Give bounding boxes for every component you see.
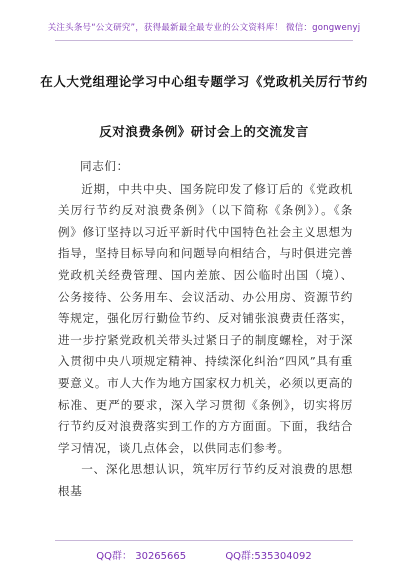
paragraph-intro: 近期，中共中央、国务院印发了修订后的《党政机关厉行节约反对浪费条例》（以下简称《条例》）。《条例》修订坚持以习近平新时代中国特色社会主义思想为指导，坚持目标导向和问题导向相结合，与时俱进完善党政机关经费管理、国内差旅、因公临时出国（境）、公务接待、公务用车、会议活动、办公用房、资源节约等规定，强化厉行勤俭节约、反对铺张浪费责任落实，进一步拧紧党政机关带头过紧日子的制度螺栓，对于深入贯彻中央八项规定精神、持续深化纠治“四风”具有重要意义。市人大作为地方国家权力机关，必须以更高的标准、更严的要求，深入学习贯彻《条例》，切实将厉行节约反对浪费落实到工作的方方面面。下面，我结合学习情况，谈几点体会，以供同志们参考。 — [58, 181, 353, 455]
paragraph-section-heading: 一、深化思想认识，筑牢厉行节约反对浪费的思想根基 — [58, 462, 353, 498]
header-banner: 关注头条号“公文研究”，获得最新最全最专业的公文资料库！ 微信：gongwenyj — [47, 23, 361, 33]
footer-contacts — [0, 547, 408, 562]
footer-divider — [55, 540, 353, 541]
document-title-line-1: 在人大党组理论学习中心组专题学习《党政机关厉行节约 — [40, 74, 368, 89]
qq-group-1: QQ群： 30265665 — [96, 551, 187, 562]
greeting: 同志们： — [80, 159, 129, 173]
document-body — [58, 156, 353, 503]
qq-group-2: QQ群:535304092 — [225, 551, 312, 562]
header-divider — [55, 40, 353, 41]
document-title-line-2: 反对浪费条例》研讨会上的交流发言 — [99, 124, 309, 139]
